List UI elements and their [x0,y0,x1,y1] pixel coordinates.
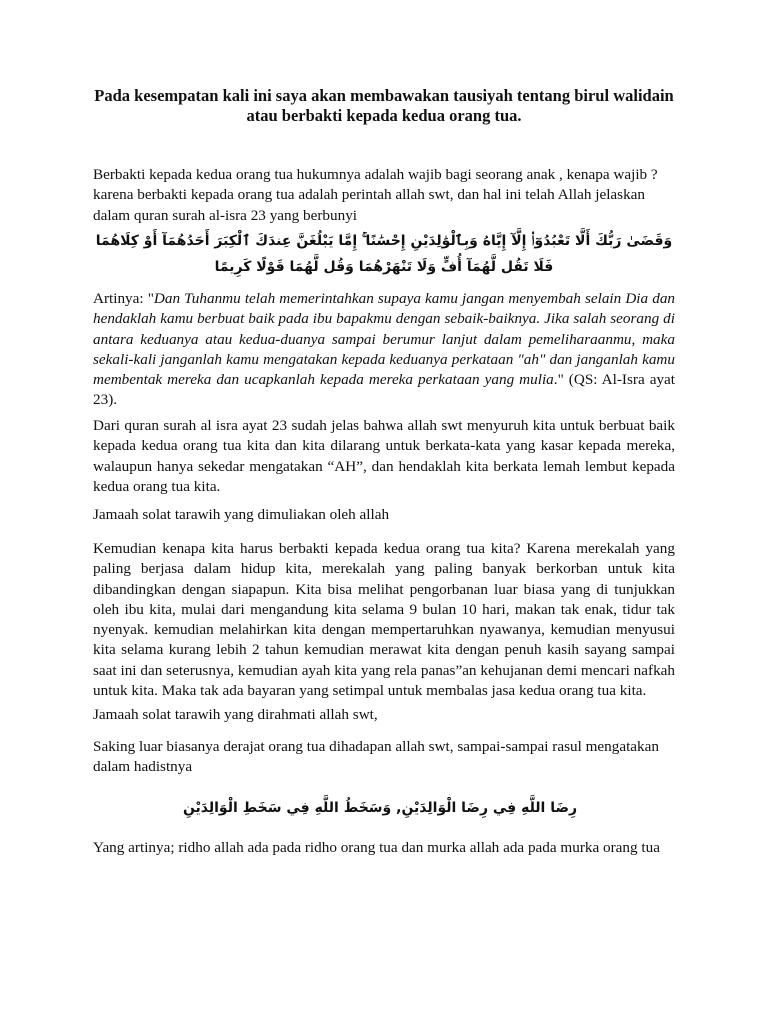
explanation-paragraph: Dari quran surah al isra ayat 23 sudah jelas bahwa allah swt menyuruh kita untuk berbuat baik kepada kedua orang tua kita dan kita dilarang untuk berkata-kata yang kasar kepada mereka, walaupun hanya sekedar mengatakan “AH”, dan hendaklah kita berkata lemah lembut kepada kedua orang tua kita. [93,417,675,495]
hadith-arabic: رِضَا اللَّهِ فِي رِضَا الْوَالِدَيْنِ, وَسَخَطُ اللَّهِ فِي سَخَطِ الْوَالِدَيْنِ [182,800,578,816]
translation-suffix: ." (QS: Al-Isra ayat 23). [93,371,675,409]
address-paragraph-2: Jamaah solat tarawih yang dirahmati allah swt, [93,706,378,723]
verse-translation [93,289,675,411]
translation-prefix: Artinya: " [93,290,154,307]
hadith-intro-paragraph: Saking luar biasanya derajat orang tua dihadapan allah swt, sampai-sampai rasul mengatakan dalam hadistnya [93,738,659,776]
sacrifice-paragraph: Kemudian kenapa kita harus berbakti kepada kedua orang tua kita? Karena merekalah yang paling berjasa dalam hidup kita, merekalah yang paling banyak berkorban untuk kita dibandingkan dengan siapapun. Kita bisa melihat pengorbanan luar biasa yang di tunjukkan oleh ibu kita, mulai dari mengandung kita selama 9 bulan 10 hari, makan tak enak, tidur tak nyenyak. kemudian melahirkan kita dengan mempertaruhkan nyawanya, kemudian menyusui kita selama kurang lebih 2 tahun kemudian merawat kita dengan penuh kasih sayang sampai saat ini dan seterusnya, kemudian ayah kita yang rela panas”an kehujanan demi mencari nafkah untuk kita. Maka tak ada bayaran yang setimpal untuk membalas jasa kedua orang tua kita. [93,540,675,700]
translation-italic-text: Dan Tuhanmu telah memerintahkan supaya kamu jangan menyembah selain Dia dan hendaklah kamu berbuat baik pada ibu bapakmu dengan sebaik-baiknya. Jika salah seorang di antara keduanya atau kedua-duanya sampai berumur lanjut dalam pemeliharaanmu, maka sekali-kali janganlah kamu mengatakan kepada keduanya perkataan "ah" dan janganlah kamu membentak mereka dan ucapkanlah kepada mereka perkataan yang mulia [93,290,676,389]
intro-paragraph: Berbakti kepada kedua orang tua hukumnya adalah wajib bagi seorang anak , kenapa wajib ? karena berbakti kepada orang tua adalah perintah allah swt, dan hal ini telah Allah jelaskan dalam quran surah al-isra 23 yang berbunyi [93,166,658,224]
address-paragraph-1: Jamaah solat tarawih yang dimuliakan oleh allah [93,506,390,523]
quran-verse-arabic: وَقَضَىٰ رَبُّكَ أَلَّا تَعْبُدُوٓا۟ إِلَّآ إِيَّاهُ وَبِٱلْوَٰلِدَيْنِ إِحْسَٰنًا ۚ إِمَّا يَبْلُغَنَّ عِندَكَ ٱلْكِبَرَ أَحَدُهُمَآ أَوْ كِلَاهُمَا فَلَا تَقُل لَّهُمَآ أُفٍّ وَلَا تَنْهَرْهُمَا وَقُل لَّهُمَا قَوْلًا كَرِيمًا [95,233,673,275]
hadith-translation: Yang artinya; ridho allah ada pada ridho orang tua dan murka allah ada pada murka orang tua [93,839,660,856]
document-title: Pada kesempatan kali ini saya akan membawakan tausiyah tentang birul walidain atau berbakti kepada kedua orang tua. [94,86,674,125]
